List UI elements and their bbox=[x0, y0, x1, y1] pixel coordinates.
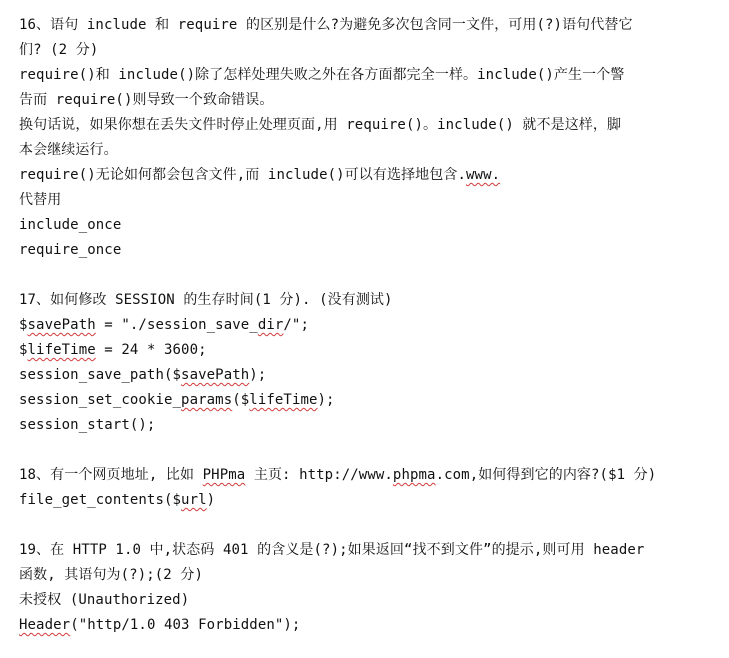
paragraph-gap bbox=[19, 263, 719, 288]
q16-answer-line-5 bbox=[19, 163, 719, 188]
code-text: $ bbox=[19, 317, 28, 333]
code-text: session_save_path($ bbox=[19, 367, 182, 383]
q18-answer bbox=[19, 488, 719, 513]
q17-code-line-5: session_start(); bbox=[19, 417, 156, 433]
code-text: = "./session_save_ bbox=[95, 317, 258, 333]
spellcheck-word: lifeTime bbox=[27, 342, 96, 358]
document-body bbox=[19, 13, 719, 638]
code-text: ($ bbox=[232, 392, 250, 408]
paragraph-gap bbox=[19, 513, 719, 538]
spellcheck-word: dir bbox=[257, 317, 284, 333]
q19-answer-line-2 bbox=[19, 613, 719, 638]
q19-title-line-1: 19、在 HTTP 1.0 中,状态码 401 的含义是(?);如果返回“找不到文件”的提示,则可用 header bbox=[19, 542, 645, 558]
q17-code-line-1 bbox=[19, 313, 719, 338]
q16-code-include-once: include_once bbox=[19, 217, 122, 233]
spellcheck-word: params bbox=[181, 392, 233, 408]
spellcheck-word: url bbox=[181, 492, 207, 508]
spellcheck-word: savePath bbox=[181, 367, 250, 383]
q18-title-text: .com,如何得到它的内容?($1 分) bbox=[435, 467, 657, 483]
q16-title-line-2: 们? (2 分) bbox=[19, 42, 99, 58]
q17-code-line-3 bbox=[19, 363, 719, 388]
spellcheck-word: phpma bbox=[392, 467, 436, 483]
q18-title-text: 18、有一个网页地址, 比如 bbox=[19, 467, 203, 483]
spellcheck-word: Header bbox=[19, 617, 71, 633]
spellcheck-word: PHPma bbox=[202, 467, 246, 483]
q16-answer-line-3: 换句话说，如果你想在丢失文件时停止处理页面,用 require()。include() 就不是这样，脚 bbox=[19, 117, 622, 133]
code-text: file_get_contents($ bbox=[19, 492, 182, 508]
q16-title-line-1: 16、语句 include 和 require 的区别是什么?为避免多次包含同一文件，可用(?)语句代替它 bbox=[19, 17, 633, 33]
code-text: /"; bbox=[283, 317, 309, 333]
code-text: = 24 * 3600; bbox=[95, 342, 207, 358]
code-text: ); bbox=[317, 392, 335, 408]
q18-title-text: 主页: http://www. bbox=[245, 467, 393, 483]
q18-title bbox=[19, 463, 719, 488]
q17-code-line-4 bbox=[19, 388, 719, 413]
q16-code-require-once: require_once bbox=[19, 242, 122, 258]
q19-title-line-2: 函数, 其语句为(?);(2 分) bbox=[19, 567, 203, 583]
code-text: ); bbox=[249, 367, 267, 383]
code-text: $ bbox=[19, 342, 28, 358]
spellcheck-word: lifeTime bbox=[249, 392, 318, 408]
q16-answer-text: require()无论如何都会包含文件,而 include()可以有选择地包含. bbox=[19, 167, 467, 183]
spellcheck-word: savePath bbox=[27, 317, 96, 333]
q17-title: 17、如何修改 SESSION 的生存时间(1 分). (没有测试) bbox=[19, 292, 393, 308]
q16-answer-line-1: require()和 include()除了怎样处理失败之外在各方面都完全一样。include()产生一个警 bbox=[19, 67, 625, 83]
q16-answer-line-6: 代替用 bbox=[19, 192, 62, 208]
code-text: ("http/1.0 403 Forbidden"); bbox=[70, 617, 301, 633]
q19-answer-line-1: 未授权 (Unauthorized) bbox=[19, 592, 190, 608]
spellcheck-word: www. bbox=[466, 167, 501, 183]
code-text: ) bbox=[206, 492, 216, 508]
q16-answer-line-4: 本会继续运行。 bbox=[19, 142, 118, 158]
q16-answer-line-2: 告而 require()则导致一个致命错误。 bbox=[19, 92, 274, 108]
code-text: session_set_cookie_ bbox=[19, 392, 182, 408]
paragraph-gap bbox=[19, 438, 719, 463]
q17-code-line-2 bbox=[19, 338, 719, 363]
